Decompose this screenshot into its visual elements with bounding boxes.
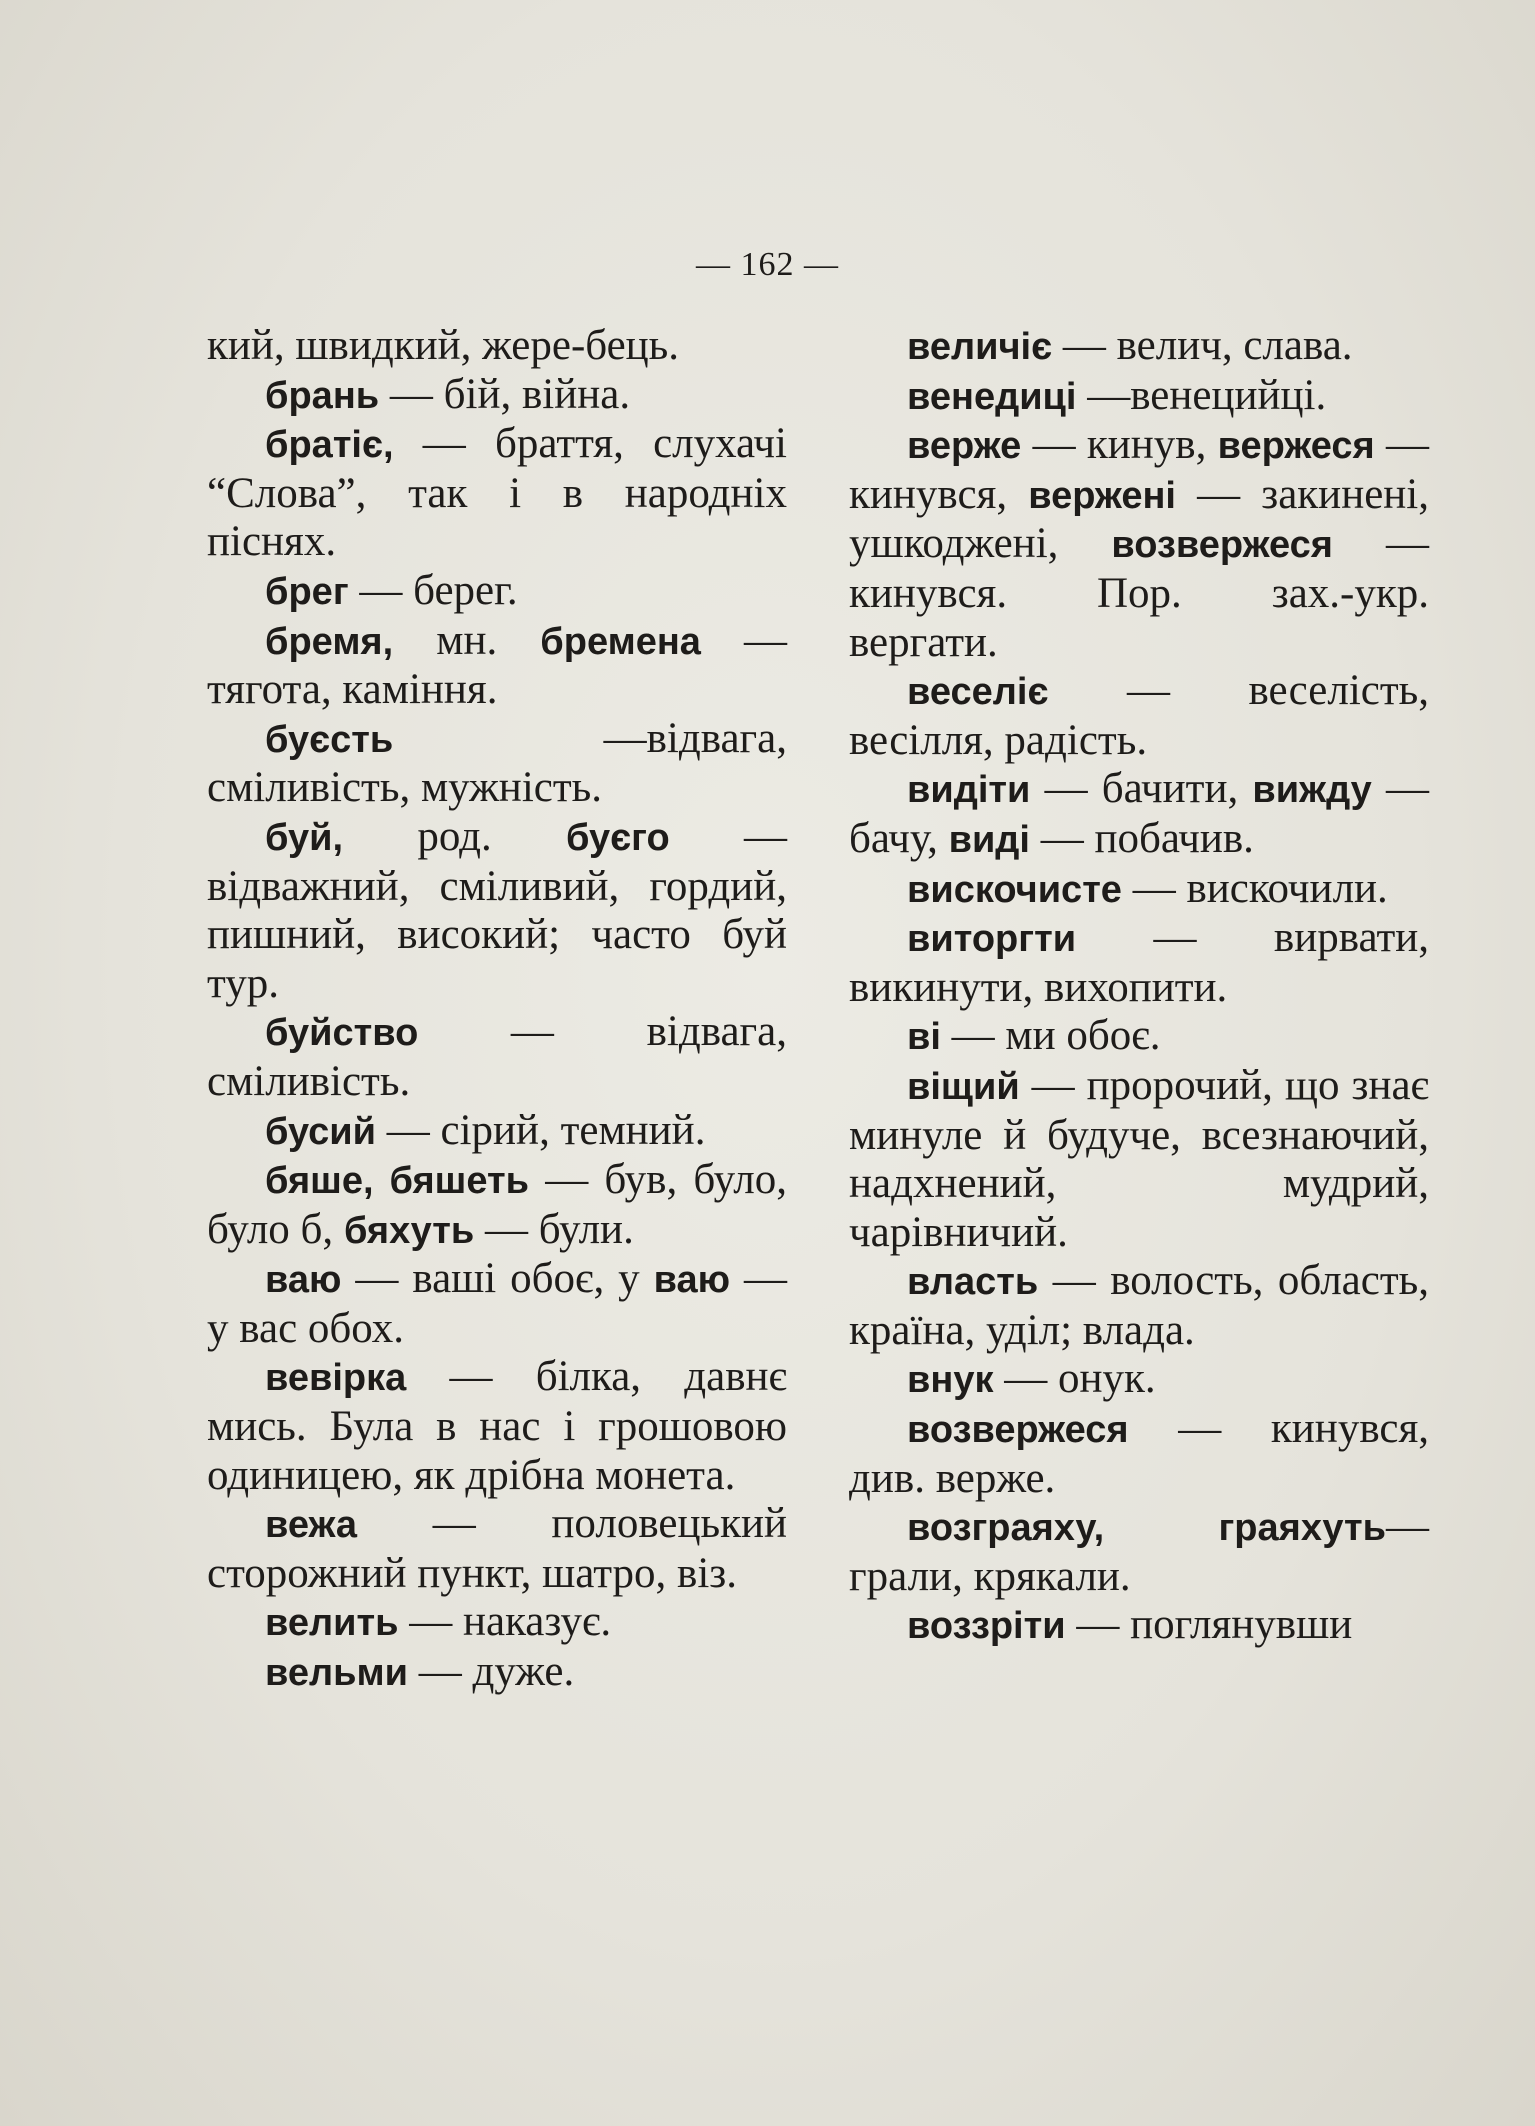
headword: величіє	[907, 326, 1053, 368]
definition-text: мн.	[393, 616, 541, 664]
headword: верже	[907, 425, 1022, 468]
dictionary-entry	[207, 1353, 787, 1500]
definition-text: род.	[343, 812, 567, 860]
right-column	[849, 322, 1429, 1651]
headword: веселіє	[907, 671, 1049, 714]
dictionary-entry	[849, 372, 1429, 422]
definition-text: кий, швидкий, жере-бець.	[207, 322, 680, 369]
dictionary-entry	[207, 1255, 787, 1353]
dictionary-entry	[849, 1503, 1429, 1601]
headword: возграяху, граяхуть	[907, 1507, 1386, 1550]
dictionary-entry	[207, 322, 787, 371]
dictionary-entry	[207, 1008, 787, 1106]
headword: вельми	[265, 1652, 408, 1695]
definition-text: — вирвати, викинути, вихопити.	[849, 914, 1429, 1011]
headword: вевірка	[265, 1357, 407, 1400]
definition-text: — кинувся, див. верже.	[849, 1405, 1429, 1502]
dictionary-entry	[849, 865, 1429, 915]
dictionary-entry	[207, 1500, 787, 1598]
definition-text: — наказує.	[398, 1598, 612, 1646]
definition-text: — ми обоє.	[940, 1012, 1161, 1060]
definition-text: — волость, область, країна, уділ; влада.	[849, 1257, 1429, 1354]
dictionary-entry	[849, 1355, 1429, 1405]
definition-text: — бій, війна.	[379, 370, 631, 418]
dictionary-entry	[207, 617, 787, 715]
dictionary-entry	[207, 813, 787, 1008]
definition-text: — у вас обох.	[207, 1255, 787, 1352]
definition-text: — грали, крякали.	[849, 1503, 1429, 1600]
headword: вежа	[265, 1504, 358, 1547]
headword: віщий	[907, 1065, 1020, 1108]
definition-text: — пророчий, що знає минуле й будуче, всезнаючий, надхнений, мудрий, чарівничий.	[849, 1061, 1429, 1256]
headword: видіти	[907, 769, 1031, 812]
dictionary-entry	[207, 715, 787, 813]
definition-text: — закинені, ушкоджені,	[849, 470, 1429, 568]
headword: брань	[265, 374, 380, 417]
dictionary-entry	[849, 322, 1429, 372]
dictionary-entry	[207, 567, 787, 617]
dictionary-entry	[849, 1012, 1429, 1062]
dictionary-entry	[849, 914, 1429, 1012]
headword: виді	[948, 818, 1030, 861]
dictionary-entry	[207, 1648, 787, 1698]
definition-text: — тягота, каміння.	[207, 616, 787, 714]
definition-text: — побачив.	[1029, 814, 1254, 862]
definition-text: — вискочили.	[1121, 864, 1388, 912]
headword: буй,	[265, 816, 344, 859]
left-column	[207, 322, 787, 1698]
definition-text: — сірий, темний.	[376, 1106, 706, 1154]
definition-text: — поглянувши	[1065, 1601, 1353, 1649]
headword: ваю	[265, 1259, 342, 1302]
dictionary-entry	[207, 1107, 787, 1157]
dictionary-entry	[849, 1405, 1429, 1503]
definition-text: — кинувся. Пор. зах.-укр. вергати.	[849, 520, 1429, 666]
headword: вискочисте	[907, 868, 1122, 911]
definition-text: — кинувся,	[849, 421, 1430, 518]
definition-text: — відвага, сміливість.	[207, 1008, 787, 1105]
definition-text: — був, було, було б,	[207, 1156, 787, 1253]
dictionary-entry	[849, 1601, 1429, 1651]
definition-text: — були.	[474, 1205, 634, 1253]
headword: вержені	[1028, 474, 1176, 517]
headword: ві	[907, 1016, 941, 1059]
headword: венедиці	[907, 375, 1077, 418]
page-number: — 162 —	[696, 246, 839, 283]
definition-text: — берег.	[348, 566, 518, 614]
headword: власть	[907, 1261, 1039, 1304]
dictionary-entry	[849, 765, 1429, 864]
headword: бяхуть	[343, 1209, 475, 1252]
headword: братіє,	[265, 424, 394, 467]
definition-text: — відважний, сміливий, гордий, пишний, високий; часто буй тур.	[207, 812, 787, 1007]
definition-text: — дуже.	[407, 1648, 575, 1696]
headword: брег	[265, 570, 349, 613]
headword: воззріти	[907, 1605, 1066, 1648]
definition-text: — онук.	[993, 1355, 1156, 1403]
definition-text: — кинув,	[1021, 421, 1218, 469]
headword: виторгти	[907, 918, 1077, 961]
dictionary-entry	[207, 1156, 787, 1255]
definition-text: — велич, слава.	[1052, 322, 1353, 369]
headword: бремя,	[265, 620, 394, 663]
dictionary-entry	[207, 371, 787, 421]
dictionary-entry	[849, 421, 1429, 667]
headword: буйство	[265, 1012, 419, 1055]
dictionary-entry	[207, 420, 787, 567]
headword: внук	[907, 1359, 994, 1402]
definition-text: — бачу,	[849, 765, 1429, 862]
headword: бремена	[540, 620, 701, 663]
headword: ваю	[653, 1259, 731, 1302]
headword: бусий	[265, 1110, 377, 1153]
dictionary-entry	[207, 1598, 787, 1648]
dictionary-entry	[849, 1062, 1429, 1257]
dictionary-entry	[849, 1257, 1429, 1355]
definition-text: —відвага, сміливість, мужність.	[207, 714, 787, 812]
headword: возвержеся	[1111, 524, 1333, 567]
headword: вержеся	[1217, 425, 1375, 468]
definition-text: — ваші обоє, у	[341, 1255, 654, 1303]
definition-text: —венецийці.	[1076, 371, 1327, 419]
headword: буєсть	[265, 718, 394, 761]
headword: возвержеся	[907, 1409, 1129, 1452]
definition-text: — половецький сторожний пункт, шатро, віз.	[207, 1500, 787, 1597]
headword: вижду	[1252, 769, 1372, 812]
headword: бяше, бяшеть	[265, 1160, 529, 1203]
definition-text: — браття, слухачі “Слова”, так і в народніх піснях.	[207, 420, 787, 566]
dictionary-entry	[849, 667, 1429, 765]
definition-text: — білка, давнє мись. Була в нас і грошовою одиницею, як дрібна монета.	[207, 1353, 787, 1499]
headword: буєго	[566, 816, 670, 859]
definition-text: — веселість, весілля, радість.	[849, 667, 1429, 764]
headword: велить	[265, 1602, 399, 1645]
definition-text: — бачити,	[1030, 765, 1253, 813]
